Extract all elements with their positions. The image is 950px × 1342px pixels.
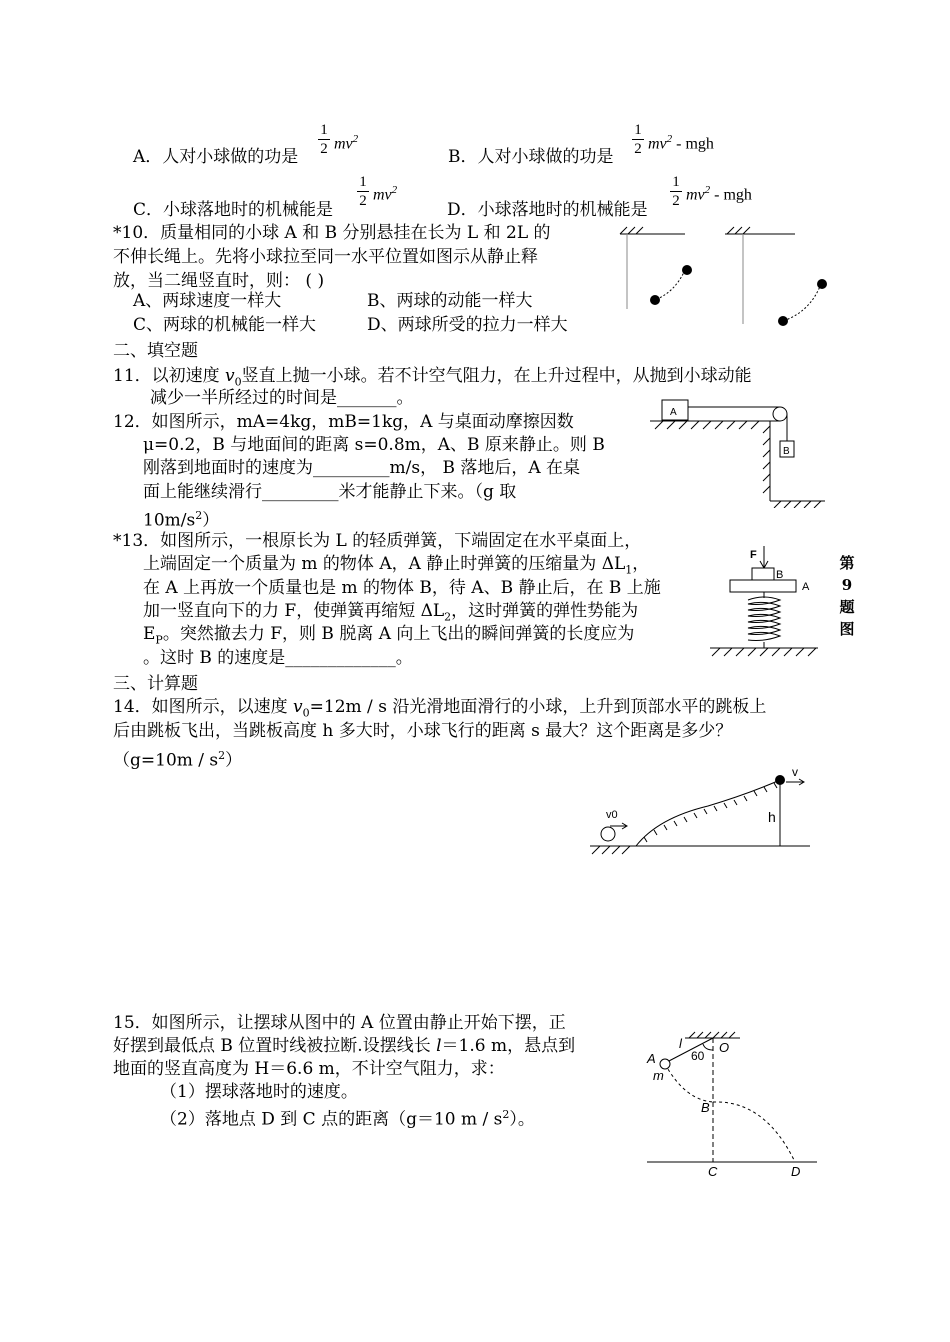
q12-block-a-label: A: [670, 407, 677, 418]
q15-line1: 15．如图所示，让摆球从图中的 A 位置由静止开始下摆，正: [113, 1013, 566, 1033]
q13-force-label: F: [750, 549, 757, 561]
q15-line5: （2）落地点 D 到 C 点的距离（g＝10 m / $s^2$）。: [160, 1108, 535, 1130]
q9-option-a: A．人对小球做的功是: [133, 147, 299, 167]
q15-a-label: A: [647, 1051, 656, 1066]
q9-mv2-b: $mv^2$ - mgh: [648, 133, 714, 153]
q10-line2: 不伸长绳上。先将小球拉至同一水平位置如图示从静止释: [113, 247, 538, 267]
q14-ramp-figure: [588, 760, 813, 858]
q15-o-label: O: [719, 1040, 730, 1055]
q15-line4: （1）摆球落地时的速度。: [160, 1082, 358, 1102]
q15-pendulum-figure: [645, 1030, 820, 1180]
q12-line4: 面上能继续滑行_________米才能静止下来。（g 取: [143, 482, 517, 502]
q10-line3: 放，当二绳竖直时，则： ( ): [113, 271, 325, 291]
q10-option-c: C、两球的机械能一样大: [133, 315, 317, 335]
q10-line1: *10．质量相同的小球 A 和 B 分别悬挂在长为 L 和 2L 的: [113, 223, 551, 243]
q10-pendulum-figure: [605, 224, 845, 336]
q12-block-b-label: B: [783, 446, 790, 457]
q14-line2: 后由跳板飞出，当跳板高度 h 多大时，小球飞行的距离 s 最大？这个距离是多少？: [113, 721, 733, 741]
ball-a-start: [682, 265, 692, 275]
q15-angle-label: 60: [691, 1049, 705, 1063]
q12-line3: 刚落到地面时的速度为_________m/s， B 落地后，A 在桌: [143, 458, 581, 478]
q15-c-label: C: [708, 1164, 718, 1179]
q13-block-a-label: A: [802, 581, 810, 593]
q9-option-d: D．小球落地时的机械能是: [447, 200, 648, 220]
q12-line1: 12．如图所示，mA=4kg，mB=1kg，A 与桌面动摩擦因数: [113, 412, 574, 432]
q10-option-a: A、两球速度一样大: [133, 291, 282, 311]
q13-line3: 在 A 上再放一个质量也是 m 的物体 B，待 A、B 静止后，在 B 上施: [143, 578, 661, 598]
q14-ball-top: [775, 775, 785, 785]
q9-fraction-d: 1 2: [670, 174, 682, 209]
q13-line2: 上端固定一个质量为 m 的物体 A，A 静止时弹簧的压缩量为 $\Delta L_1$，: [143, 554, 650, 577]
q15-b-label: B: [701, 1100, 710, 1115]
q9-option-c: C．小球落地时的机械能是: [133, 200, 334, 220]
q13-line4: 加一竖直向下的力 F，使弹簧再缩短 $\Delta L_2$，这时弹簧的弹性势能为: [143, 601, 639, 624]
q12-line5: $10m/s^2$）: [143, 509, 220, 531]
ball-b-end: [778, 316, 788, 326]
q11-line2: 减少一半所经过的时间是_______。: [150, 388, 414, 408]
q9-mv2-a: $mv^2$: [334, 133, 359, 153]
q13-line6: 。这时 B 的速度是_____________。: [143, 648, 413, 668]
q14-v-label: v: [792, 765, 798, 779]
q15-d-label: D: [791, 1164, 801, 1179]
section-fill-in-title: 二、填空题: [113, 341, 198, 361]
q12-pulley-figure: [650, 393, 825, 508]
q14-h-label: h: [768, 809, 776, 825]
q13-line1: *13．如图所示，一根原长为 L 的轻质弹簧，下端固定在水平桌面上，: [113, 531, 642, 551]
q9-option-b: B．人对小球做的功是: [448, 147, 614, 167]
q13-figure-caption: 第 9 题 图: [839, 554, 855, 638]
q12-line2: μ=0.2，B 与地面间的距离 s=0.8m，A、B 原来静止。则 B: [143, 435, 605, 455]
q14-line3: $(g=10m / s^2)$: [113, 749, 243, 771]
q13-line5: $E_P$。突然撤去力 F，则 B 脱离 A 向上飞出的瞬间弹簧的长度应为: [143, 624, 635, 647]
q10-option-d: D、两球所受的拉力一样大: [367, 315, 568, 335]
q11-line1: 11．以初速度 $v_0$竖直上抛一小球。若不计空气阻力，在上升过程中，从抛到小球动能: [113, 366, 752, 389]
q13-block-b-label: B: [776, 569, 784, 581]
q15-line3: 地面的竖直高度为 H＝6.6 m，不计空气阻力，求：: [113, 1059, 505, 1079]
q14-v0-label: v0: [606, 809, 618, 821]
q9-fraction-a: 1 2: [318, 122, 330, 157]
section-calc-title: 三、计算题: [113, 674, 198, 694]
q9-mv2-c: $mv^2$: [373, 184, 398, 204]
ball-a-end: [650, 295, 660, 305]
q14-line1: 14．如图所示，以速度 $v_0=12m / s$ 沿光滑地面滑行的小球，上升到顶部水平的跳板上: [113, 697, 767, 720]
q9-mv2-d: $mv^2$ - mgh: [686, 184, 752, 204]
q9-fraction-c: 1 2: [357, 174, 369, 209]
q9-fraction-b: 1 2: [632, 122, 644, 157]
ball-b-start: [817, 279, 827, 289]
q10-option-b: B、两球的动能一样大: [367, 291, 533, 311]
q13-spring-figure: [708, 540, 828, 660]
q15-l-label: l: [679, 1036, 682, 1051]
q15-line2: 好摆到最低点 B 位置时线被拉断.设摆线长 l＝1.6 m，悬点到: [113, 1036, 576, 1056]
q15-m-label: m: [653, 1068, 664, 1083]
